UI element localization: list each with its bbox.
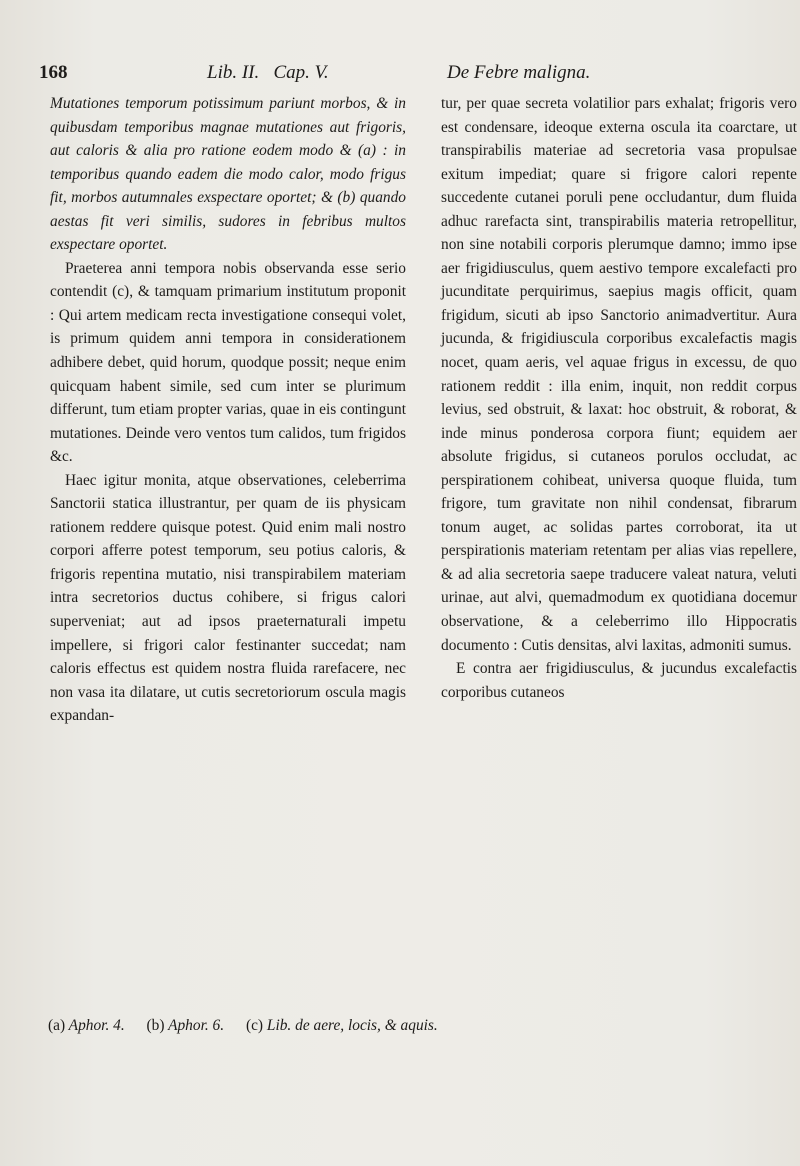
paragraph: E contra aer frigidiusculus, & jucundus excalefactis corporibus cutaneos bbox=[441, 660, 797, 701]
footnote-mark: (a) bbox=[48, 1017, 66, 1034]
footnote bbox=[48, 1017, 125, 1034]
footnote bbox=[246, 1017, 438, 1034]
footnote bbox=[147, 1017, 225, 1034]
footnote-text: Aphor. 6. bbox=[168, 1017, 225, 1034]
footnote-mark: (b) bbox=[146, 1017, 165, 1034]
paragraph: Mutationes temporum potissimum pariunt morbos, & in quibusdam temporibus magnae mutationes aut frigoris, aut caloris & alia pro ratione eodem modo & (a) : in temporibus quando eadem die modo calor, modo frigus fit, morbos autumnales exspectare oportet; & (b) quando aestas fit veri similis, sudores in febribus multos exspectare oportet. bbox=[50, 95, 406, 254]
chapter-title: De Febre maligna. bbox=[447, 62, 591, 83]
paragraph: tur, per quae secreta volatilior pars exhalat; frigoris vero est condensare, ideoque externa oscula ita coarctare, ut transpirabilis materiae ad secretoria vasa propulsae exitum impediat; quare si frigore calori repente succedente cutanei poruli pene occludantur, dum fluida adhuc rarefacta sint, transpirabilis materia retropellitur, non sine notabili corporis plerumque damno; immo ipse aer frigidiusculus, quem aestivo tempore excalefacti pro jucunditate perquirimus, saepius magis officit, quam frigidum, sicuti ab ipso Sanctorio animadvertitur. Aura jucunda, & frigidiuscula corporibus excalefactis magis nocet, quam aeris, vel aquae frigus in excessu, de quo rationem reddit : illa enim, inquit, non reddit corpus levius, sed obstruit, & laxat: hoc obstruit, & roborat, & inde minus ponderosa corpora fiunt; equidem aer absolute frigidus, si cutaneos porulos occludat, ac perspirationem cohibeat, universa quoque fluida, tum frigore, tum gravitate non nihil condensat, fibrarum tonum auget, ac solidas partes corroborat, ita ut perspirationis materiam retentam per alias vias repellere, & ad alia secretoria saepe traducere valeat natura, veluti urinae, aut alvi, quemadmodum ex quotidiana docemur observatione, & a celeberrimo illo Hippocratis documento : Cutis densitas, alvi laxitas, admoniti sumus. bbox=[441, 95, 797, 654]
footnote-text: Lib. de aere, locis, & aquis. bbox=[266, 1017, 438, 1034]
footnote-mark: (c) bbox=[245, 1017, 264, 1034]
page-number: 168 bbox=[39, 62, 68, 83]
paragraph: Haec igitur monita, atque observationes, celeberrima Sanctorii statica illustrantur, per quam de iis physicam rationem reddere quisque potest. Quid enim mali nostro corpori afferre potest temporum, seu potius caloris, & frigoris repentina mutatio, nisi transpirabilem materiam intra secretorios ductus cohibere, si frigus calori superveniat; aut ad ipsos praeternaturali impetu impellere, si frigori calor festinanter succedat; nam caloris effectus est quidem nostra fluida rarefacere, nec non vasa ita dilatare, ut cutis secretoriorum oscula magis expandan- bbox=[50, 471, 406, 725]
right-column bbox=[441, 92, 797, 704]
left-column bbox=[50, 92, 406, 728]
footnotes bbox=[48, 1017, 768, 1035]
footnote-text: Aphor. 4. bbox=[68, 1017, 125, 1034]
paragraph: Praeterea anni tempora nobis observanda esse serio contendit (c), & tamquam primarium institutum proponit : Qui artem medicam recta investigatione consequi volet, is primum quidem anni tempora in considerationem adhibere debet, quid horum, quodque possit; neque enim quicquam habent simile, sed cum inter se plurimum differunt, tum etiam propter varias, quae in eis contingunt mutationes. Deinde vero ventos tum calidos, tum frigidos &c. bbox=[50, 259, 406, 466]
running-header bbox=[0, 60, 800, 94]
running-title: Lib. II. Cap. V. bbox=[207, 62, 329, 83]
